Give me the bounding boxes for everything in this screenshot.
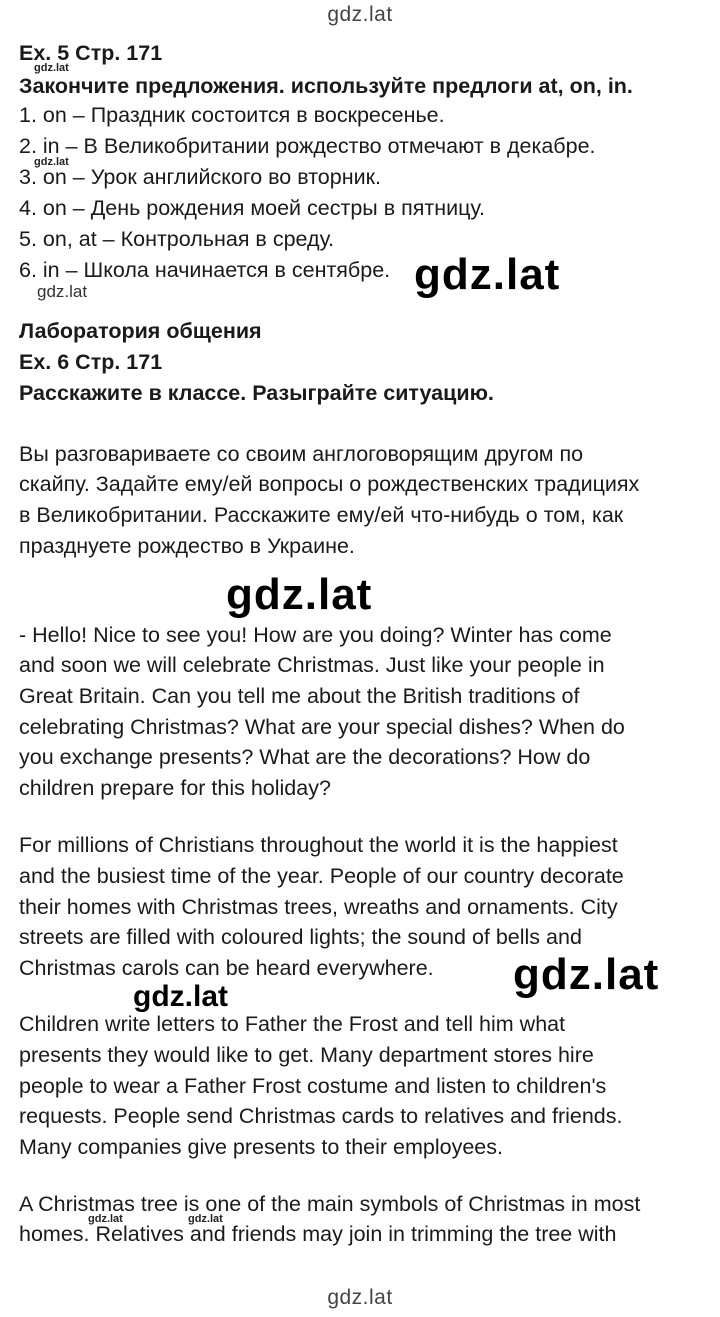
intro-line-2: скайпу. Задайте ему/ей вопросы о рождественских традициях [19,472,640,496]
lab-title: Лаборатория общения [19,319,262,343]
ex5-heading: Ex. 5 Стр. 171 [19,41,163,65]
p4-line-1: A Christmas tree is one of the main symbols of Christmas in most [19,1192,641,1216]
watermark-large-3: gdz.lat [513,950,660,999]
p2-line-2: and the busiest time of the year. People of our country decorate [19,864,624,888]
p4-line-2: homes. Relatives and friends may join in trimming the tree with [19,1222,617,1246]
watermark-tiny-2: gdz.lat [34,156,69,168]
p1-line-2: and soon we will celebrate Christmas. Just like your people in [19,653,605,677]
p1-line-1: - Hello! Nice to see you! How are you doing? Winter has come [19,623,612,647]
intro-line-4: празднуете рождество в Украине. [19,534,355,558]
p2-line-4: streets are filled with coloured lights; the sound of bells and [19,925,582,949]
p1-line-3: Great Britain. Can you tell me about the British traditions of [19,684,580,708]
watermark-tiny-4: gdz.lat [188,1213,223,1225]
ex6-task: Расскажите в классе. Разыграйте ситуацию. [19,381,494,405]
ex5-item-3: 3. on – Урок английского во вторник. [19,165,381,189]
ex5-item-5: 5. on, at – Контрольная в среду. [19,227,335,251]
p2-line-5: Christmas carols can be heard everywhere. [19,956,434,980]
p1-line-5: you exchange presents? What are the decorations? How do [19,745,591,769]
ex5-item-4: 4. on – День рождения моей сестры в пятницу. [19,196,486,220]
p1-line-6: children prepare for this holiday? [19,776,331,800]
watermark-bottom: gdz.lat [327,1286,393,1309]
ex5-task: Закончите предложения. используйте предлоги at, on, in. [19,74,633,98]
intro-line-3: в Великобритании. Расскажите ему/ей что-нибудь о том, как [19,503,624,527]
p3-line-3: people to wear a Father Frost costume and listen to children's [19,1074,607,1098]
intro-line-1: Вы разговариваете со своим англоговорящим другом по [19,442,584,466]
watermark-medium-1: gdz.lat [133,980,228,1013]
p3-line-4: requests. People send Christmas cards to relatives and friends. [19,1104,623,1128]
ex5-item-1: 1. on – Праздник состоится в воскресенье. [19,103,445,127]
p3-line-2: presents they would like to get. Many department stores hire [19,1043,594,1067]
watermark-small-1: gdz.lat [37,282,88,301]
p2-line-3: their homes with Christmas trees, wreaths and ornaments. City [19,895,618,919]
p2-line-1: For millions of Christians throughout the world it is the happiest [19,833,618,857]
watermark-large-2: gdz.lat [226,570,373,619]
watermark-tiny-1: gdz.lat [34,62,69,74]
watermark-top: gdz.lat [327,3,393,26]
watermark-tiny-3: gdz.lat [88,1213,123,1225]
p3-line-5: Many companies give presents to their employees. [19,1135,503,1159]
ex5-item-6: 6. in – Школа начинается в сентябре. [19,258,391,282]
watermark-large-1: gdz.lat [414,250,561,299]
p3-line-1: Children write letters to Father the Frost and tell him what [19,1012,566,1036]
ex6-heading: Ex. 6 Стр. 171 [19,350,163,374]
ex5-item-2: 2. in – В Великобритании рождество отмечают в декабре. [19,134,596,158]
p1-line-4: celebrating Christmas? What are your special dishes? When do [19,715,625,739]
